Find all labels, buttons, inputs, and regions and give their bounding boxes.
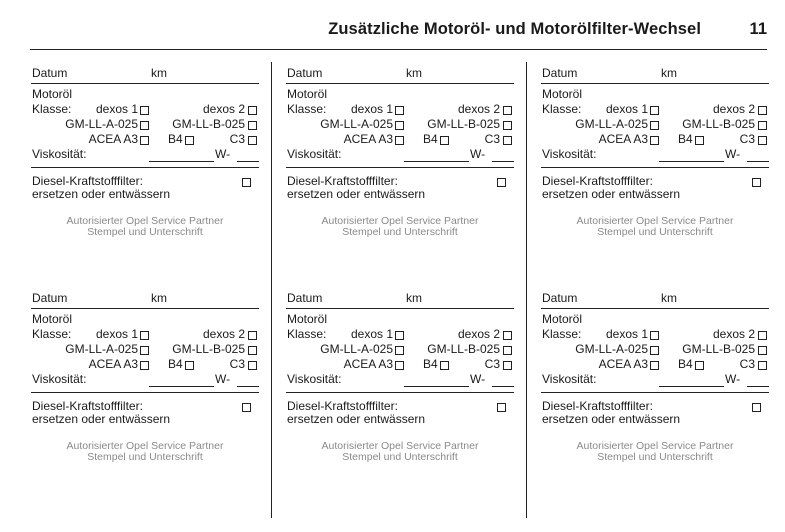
datum-km-row (541, 66, 769, 81)
w-input[interactable] (237, 386, 259, 387)
gm-ll-a-025-label: GM-LL-A-025 (320, 342, 393, 356)
service-card (31, 291, 259, 481)
diesel-label: Diesel-Kraftstofffilter: (287, 399, 398, 413)
gm-ll-a-025-checkbox[interactable] (395, 346, 404, 355)
gm-ll-b-025-checkbox[interactable] (758, 346, 767, 355)
page-number: 11 (749, 20, 767, 38)
gm-ll-b-025-checkbox[interactable] (503, 346, 512, 355)
datum-km-row (31, 66, 259, 81)
km-label: km (151, 291, 167, 305)
diesel-label: Diesel-Kraftstofffilter: (32, 174, 143, 188)
divider (286, 392, 514, 393)
header-divider (30, 49, 767, 50)
gm-ll-row (31, 342, 259, 357)
acea-a3-label: ACEA A3 (343, 357, 393, 371)
gm-ll-a-025-label: GM-LL-A-025 (320, 117, 393, 131)
c3-checkbox[interactable] (758, 136, 767, 145)
acea-row (541, 132, 769, 147)
dexos1-checkbox[interactable] (395, 331, 404, 340)
motoroel-heading-row (541, 87, 769, 102)
gm-ll-a-025-checkbox[interactable] (650, 346, 659, 355)
stamp-area[interactable] (541, 441, 769, 463)
column-divider (271, 62, 272, 518)
stamp-line-1: Autorisierter Opel Service Partner (576, 440, 734, 452)
datum-label: Datum (32, 291, 68, 305)
gm-ll-b-025-checkbox[interactable] (248, 346, 257, 355)
diesel-checkbox[interactable] (497, 178, 506, 187)
c3-label: C3 (739, 357, 755, 371)
gm-ll-b-025-label: GM-LL-B-025 (172, 117, 245, 131)
dexos2-label: dexos 2 (457, 102, 500, 116)
diesel-label: Diesel-Kraftstofffilter: (542, 174, 653, 188)
acea-row (31, 132, 259, 147)
dexos2-label: dexos 2 (712, 327, 755, 341)
w-label: W- (470, 147, 486, 161)
viskositaet-row (286, 147, 514, 162)
acea-a3-checkbox[interactable] (650, 136, 659, 145)
dexos1-label: dexos 1 (605, 327, 648, 341)
datum-label: Datum (542, 291, 578, 305)
dexos2-checkbox[interactable] (503, 106, 512, 115)
klasse-label: Klasse: (542, 327, 582, 341)
dexos2-label: dexos 2 (202, 102, 245, 116)
gm-ll-b-025-checkbox[interactable] (503, 121, 512, 130)
viskositaet-row (31, 147, 259, 162)
dexos2-label: dexos 2 (202, 327, 245, 341)
stamp-area[interactable] (286, 216, 514, 238)
b4-checkbox[interactable] (185, 136, 194, 145)
diesel-sublabel: ersetzen oder entwässern (542, 187, 681, 201)
viskositaet-label: Viskosität: (542, 372, 597, 386)
viskositaet-input[interactable] (404, 161, 469, 162)
dexos1-checkbox[interactable] (395, 106, 404, 115)
gm-ll-a-025-checkbox[interactable] (395, 121, 404, 130)
diesel-row-2 (31, 412, 259, 427)
diesel-checkbox[interactable] (242, 403, 251, 412)
column-divider (526, 62, 527, 518)
dexos1-checkbox[interactable] (140, 331, 149, 340)
viskositaet-row (541, 372, 769, 387)
gm-ll-a-025-checkbox[interactable] (140, 121, 149, 130)
acea-a3-checkbox[interactable] (140, 361, 149, 370)
viskositaet-label: Viskosität: (32, 372, 87, 386)
gm-ll-row (31, 117, 259, 132)
dexos2-label: dexos 2 (457, 327, 500, 341)
stamp-area[interactable] (541, 216, 769, 238)
diesel-sublabel: ersetzen oder entwässern (287, 187, 426, 201)
b4-label: B4 (678, 357, 693, 371)
viskositaet-label: Viskosität: (287, 147, 342, 161)
acea-a3-checkbox[interactable] (650, 361, 659, 370)
motoroel-label: Motoröl (542, 312, 583, 326)
gm-ll-a-025-label: GM-LL-A-025 (575, 342, 648, 356)
dexos1-checkbox[interactable] (650, 331, 659, 340)
gm-ll-row (541, 342, 769, 357)
acea-a3-label: ACEA A3 (88, 357, 138, 371)
motoroel-heading-row (286, 312, 514, 327)
viskositaet-input[interactable] (659, 386, 724, 387)
dexos2-checkbox[interactable] (248, 106, 257, 115)
gm-ll-row (286, 117, 514, 132)
datum-label: Datum (542, 66, 578, 80)
acea-a3-checkbox[interactable] (395, 136, 404, 145)
w-input[interactable] (492, 161, 514, 162)
gm-ll-b-025-label: GM-LL-B-025 (682, 342, 755, 356)
datum-label: Datum (287, 291, 323, 305)
diesel-row-2 (286, 412, 514, 427)
motoroel-label: Motoröl (542, 87, 583, 101)
b4-label: B4 (168, 357, 183, 371)
datum-km-row (31, 291, 259, 306)
stamp-area[interactable] (31, 441, 259, 463)
divider (31, 167, 259, 168)
gm-ll-row (541, 117, 769, 132)
datum-label: Datum (32, 66, 68, 80)
viskositaet-input[interactable] (149, 161, 214, 162)
service-card (286, 291, 514, 481)
w-label: W- (215, 147, 231, 161)
klasse-row (541, 102, 769, 117)
stamp-area[interactable] (31, 216, 259, 238)
b4-label: B4 (168, 132, 183, 146)
dexos1-checkbox[interactable] (650, 106, 659, 115)
viskositaet-row (541, 147, 769, 162)
acea-row (286, 357, 514, 372)
viskositaet-label: Viskosität: (542, 147, 597, 161)
stamp-line-2: Stempel und Unterschrift (342, 226, 458, 238)
dexos2-checkbox[interactable] (503, 331, 512, 340)
diesel-checkbox[interactable] (242, 178, 251, 187)
stamp-line-2: Stempel und Unterschrift (87, 226, 203, 238)
klasse-row (541, 327, 769, 342)
b4-checkbox[interactable] (695, 361, 704, 370)
w-input[interactable] (237, 161, 259, 162)
diesel-row-2 (541, 412, 769, 427)
service-card (286, 66, 514, 256)
gm-ll-b-025-label: GM-LL-B-025 (682, 117, 755, 131)
viskositaet-input[interactable] (659, 161, 724, 162)
diesel-sublabel: ersetzen oder entwässern (32, 187, 171, 201)
dexos2-checkbox[interactable] (758, 331, 767, 340)
km-label: km (661, 291, 677, 305)
w-input[interactable] (747, 386, 769, 387)
klasse-label: Klasse: (287, 102, 327, 116)
divider (31, 83, 259, 84)
divider (541, 392, 769, 393)
w-label: W- (725, 372, 741, 386)
datum-km-row (286, 291, 514, 306)
motoroel-heading-row (31, 87, 259, 102)
acea-a3-label: ACEA A3 (598, 132, 648, 146)
divider (541, 308, 769, 309)
service-card (31, 66, 259, 256)
b4-label: B4 (423, 132, 438, 146)
acea-row (31, 357, 259, 372)
klasse-row (31, 327, 259, 342)
diesel-label: Diesel-Kraftstofffilter: (32, 399, 143, 413)
acea-a3-label: ACEA A3 (88, 132, 138, 146)
km-label: km (406, 66, 422, 80)
divider (541, 167, 769, 168)
viskositaet-row (31, 372, 259, 387)
w-label: W- (725, 147, 741, 161)
klasse-label: Klasse: (32, 102, 72, 116)
gm-ll-a-025-checkbox[interactable] (650, 121, 659, 130)
gm-ll-b-025-label: GM-LL-B-025 (172, 342, 245, 356)
diesel-row-2 (286, 187, 514, 202)
b4-checkbox[interactable] (185, 361, 194, 370)
diesel-sublabel: ersetzen oder entwässern (32, 412, 171, 426)
diesel-sublabel: ersetzen oder entwässern (542, 412, 681, 426)
motoroel-heading-row (541, 312, 769, 327)
gm-ll-b-025-label: GM-LL-B-025 (427, 342, 500, 356)
dexos1-checkbox[interactable] (140, 106, 149, 115)
diesel-row-2 (541, 187, 769, 202)
stamp-line-1: Autorisierter Opel Service Partner (576, 215, 734, 227)
motoroel-heading-row (31, 312, 259, 327)
gm-ll-b-025-checkbox[interactable] (758, 121, 767, 130)
klasse-label: Klasse: (287, 327, 327, 341)
viskositaet-input[interactable] (149, 386, 214, 387)
stamp-line-1: Autorisierter Opel Service Partner (66, 215, 224, 227)
c3-label: C3 (739, 132, 755, 146)
dexos2-checkbox[interactable] (758, 106, 767, 115)
acea-a3-label: ACEA A3 (343, 132, 393, 146)
dexos1-label: dexos 1 (350, 327, 393, 341)
acea-a3-checkbox[interactable] (395, 361, 404, 370)
w-label: W- (470, 372, 486, 386)
diesel-checkbox[interactable] (752, 403, 761, 412)
page-title: Zusätzliche Motoröl- und Motorölfilter-Wechsel (328, 20, 701, 38)
gm-ll-a-025-label: GM-LL-A-025 (65, 342, 138, 356)
b4-checkbox[interactable] (440, 361, 449, 370)
w-input[interactable] (492, 386, 514, 387)
stamp-line-2: Stempel und Unterschrift (597, 451, 713, 463)
b4-label: B4 (423, 357, 438, 371)
dexos2-checkbox[interactable] (248, 331, 257, 340)
viskositaet-row (286, 372, 514, 387)
gm-ll-a-025-checkbox[interactable] (140, 346, 149, 355)
divider (286, 167, 514, 168)
acea-a3-label: ACEA A3 (598, 357, 648, 371)
motoroel-label: Motoröl (32, 87, 73, 101)
divider (541, 83, 769, 84)
c3-label: C3 (484, 132, 500, 146)
stamp-line-1: Autorisierter Opel Service Partner (321, 440, 479, 452)
klasse-label: Klasse: (32, 327, 72, 341)
b4-label: B4 (678, 132, 693, 146)
c3-checkbox[interactable] (248, 361, 257, 370)
klasse-row (286, 102, 514, 117)
b4-checkbox[interactable] (440, 136, 449, 145)
datum-km-row (541, 291, 769, 306)
c3-checkbox[interactable] (248, 136, 257, 145)
acea-a3-checkbox[interactable] (140, 136, 149, 145)
dexos1-label: dexos 1 (605, 102, 648, 116)
divider (286, 308, 514, 309)
divider (31, 308, 259, 309)
gm-ll-a-025-label: GM-LL-A-025 (65, 117, 138, 131)
datum-label: Datum (287, 66, 323, 80)
km-label: km (151, 66, 167, 80)
divider (31, 392, 259, 393)
diesel-label: Diesel-Kraftstofffilter: (542, 399, 653, 413)
c3-checkbox[interactable] (503, 136, 512, 145)
motoroel-heading-row (286, 87, 514, 102)
dexos2-label: dexos 2 (712, 102, 755, 116)
stamp-line-1: Autorisierter Opel Service Partner (321, 215, 479, 227)
service-card (541, 66, 769, 256)
klasse-row (286, 327, 514, 342)
b4-checkbox[interactable] (695, 136, 704, 145)
viskositaet-label: Viskosität: (32, 147, 87, 161)
gm-ll-a-025-label: GM-LL-A-025 (575, 117, 648, 131)
divider (286, 83, 514, 84)
stamp-line-1: Autorisierter Opel Service Partner (66, 440, 224, 452)
km-label: km (661, 66, 677, 80)
gm-ll-row (286, 342, 514, 357)
w-label: W- (215, 372, 231, 386)
dexos1-label: dexos 1 (95, 102, 138, 116)
c3-label: C3 (484, 357, 500, 371)
c3-checkbox[interactable] (503, 361, 512, 370)
dexos1-label: dexos 1 (350, 102, 393, 116)
motoroel-label: Motoröl (287, 87, 328, 101)
acea-row (541, 357, 769, 372)
diesel-sublabel: ersetzen oder entwässern (287, 412, 426, 426)
w-input[interactable] (747, 161, 769, 162)
motoroel-label: Motoröl (32, 312, 73, 326)
viskositaet-input[interactable] (404, 386, 469, 387)
acea-row (286, 132, 514, 147)
diesel-checkbox[interactable] (497, 403, 506, 412)
service-card (541, 291, 769, 481)
gm-ll-b-025-label: GM-LL-B-025 (427, 117, 500, 131)
diesel-row-2 (31, 187, 259, 202)
diesel-label: Diesel-Kraftstofffilter: (287, 174, 398, 188)
motoroel-label: Motoröl (287, 312, 328, 326)
stamp-line-2: Stempel und Unterschrift (87, 451, 203, 463)
stamp-area[interactable] (286, 441, 514, 463)
klasse-row (31, 102, 259, 117)
viskositaet-label: Viskosität: (287, 372, 342, 386)
gm-ll-b-025-checkbox[interactable] (248, 121, 257, 130)
stamp-line-2: Stempel und Unterschrift (597, 226, 713, 238)
dexos1-label: dexos 1 (95, 327, 138, 341)
stamp-line-2: Stempel und Unterschrift (342, 451, 458, 463)
km-label: km (406, 291, 422, 305)
datum-km-row (286, 66, 514, 81)
c3-label: C3 (229, 132, 245, 146)
klasse-label: Klasse: (542, 102, 582, 116)
c3-label: C3 (229, 357, 245, 371)
c3-checkbox[interactable] (758, 361, 767, 370)
diesel-checkbox[interactable] (752, 178, 761, 187)
